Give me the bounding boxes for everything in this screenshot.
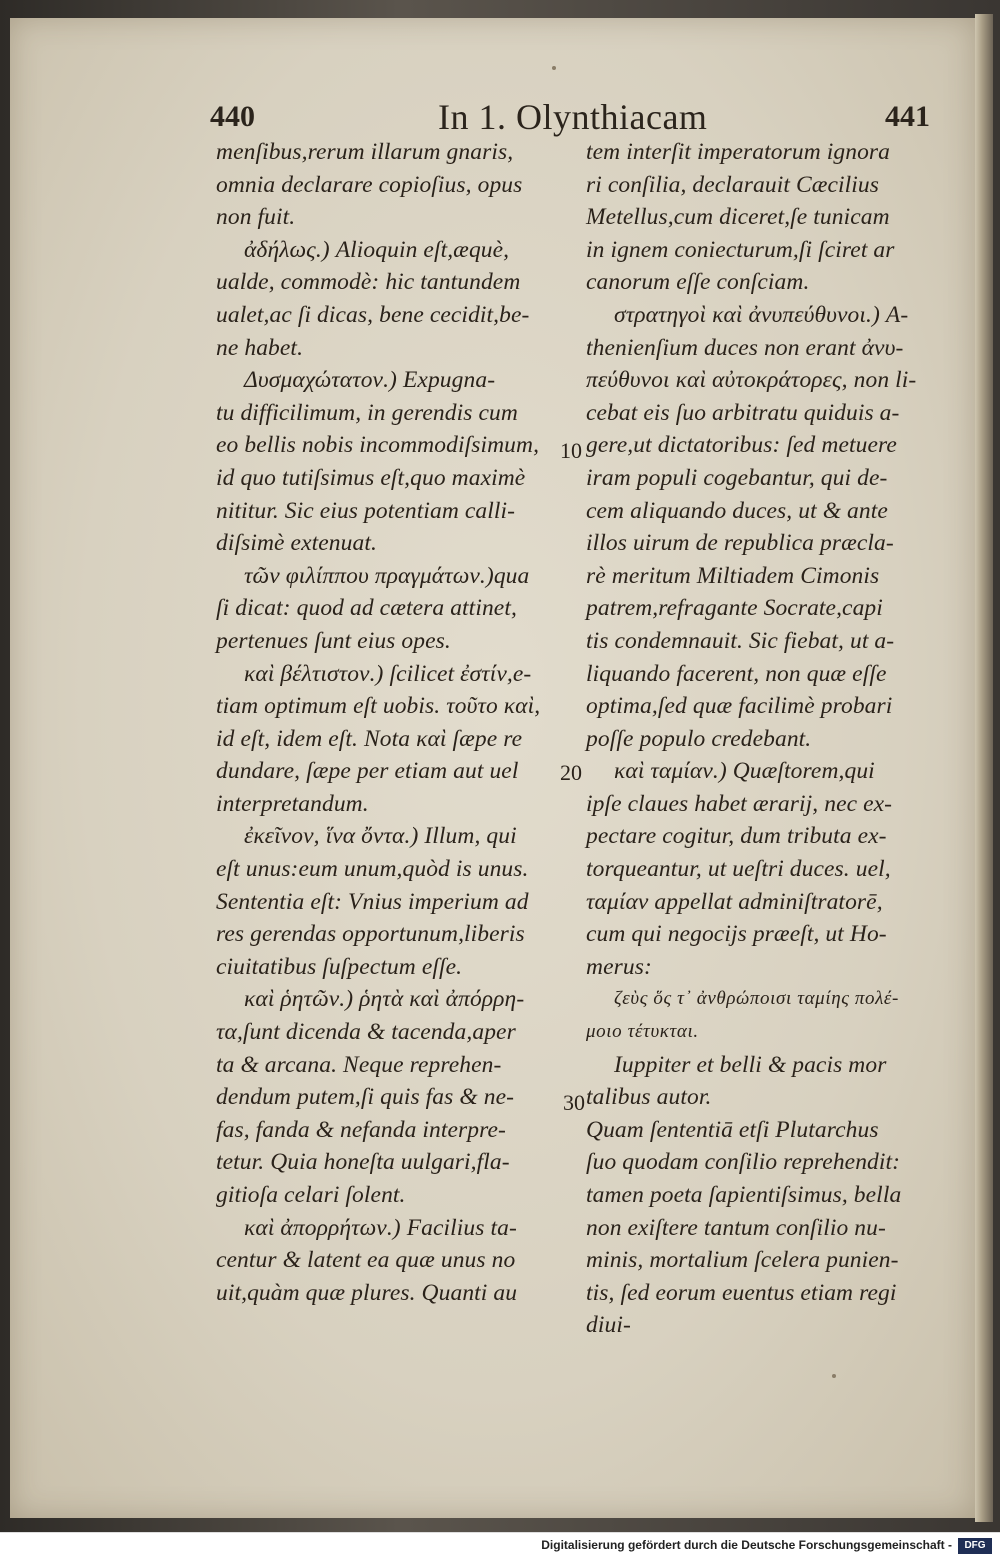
right-column-line: cebat eis ſuo arbitratu quiduis a- xyxy=(586,399,900,426)
left-column-line: tiam optimum eſt uobis. τοῦτο καὶ, xyxy=(216,693,541,720)
right-column-line: Quam ſententiā etſi Plutarchus xyxy=(586,1116,879,1143)
left-column-line: ualde, commodè: hic tantundem xyxy=(216,269,521,296)
right-column-line: gere,ut dictatoribus: ſed metuere xyxy=(586,432,897,459)
line-number-20: 20 xyxy=(560,760,582,785)
left-column-line: ta & arcana. Neque reprehen- xyxy=(216,1051,502,1078)
left-column-line: id quo tutiſsimus eſt,quo maximè xyxy=(216,464,526,491)
right-column-line: non exiſtere tantum conſilio nu- xyxy=(586,1214,886,1241)
right-column-line: στρατηγοὶ καὶ ἀνυπεύθυνοι.) A- xyxy=(614,301,909,328)
right-column-line: καὶ ταμίαν.) Quæſtorem,qui xyxy=(614,758,875,785)
right-column-line: μοιο τέτυκται. xyxy=(586,1021,699,1043)
left-text-column xyxy=(216,136,568,1309)
line-number-30: 30 xyxy=(563,1090,585,1115)
right-column-line: illos uirum de republica præcla- xyxy=(586,530,894,557)
right-column-line: ſuo quodam conſilio reprehendit: xyxy=(586,1149,901,1176)
left-column-line: dendum putem,ſi quis fas & ne- xyxy=(216,1084,515,1111)
right-column-line: ζεὺς ὅς τ᾽ ἀνθρώποισι ταμίης πολέ- xyxy=(614,988,899,1010)
left-column-line: τῶν φιλίππου πραγμάτων.)qua xyxy=(244,562,530,589)
right-column-line: minis, mortalium ſcelera punien- xyxy=(586,1247,899,1274)
right-column-line: Metellus,cum diceret,ſe tunicam xyxy=(586,204,890,231)
right-column-line: liquando facerent, non quæ eſſe xyxy=(586,660,887,687)
left-column-line: nititur. Sic eius potentiam calli- xyxy=(216,497,516,524)
left-column-line: centur & latent ea quæ unus no xyxy=(216,1247,516,1274)
left-column-line: tu difficilimum, in gerendis cum xyxy=(216,399,518,426)
right-column-line: canorum eſſe conſciam. xyxy=(586,269,810,296)
paper-speck xyxy=(552,66,556,70)
folio-number-left: 440 xyxy=(210,100,255,133)
left-column-line: gitioſa celari ſolent. xyxy=(216,1182,406,1208)
right-column-line: poſſe populo credebant. xyxy=(586,725,812,752)
right-column-line: cem aliquando duces, ut & ante xyxy=(586,497,888,524)
digitization-footer xyxy=(0,1532,1000,1559)
right-text-column xyxy=(586,136,936,1342)
left-column-line: Δυσμαχώτατον.) Expugna- xyxy=(244,367,496,394)
right-column-line: tamen poeta ſapientiſsimus, bella xyxy=(586,1182,902,1208)
dfg-logo: DFG xyxy=(958,1538,992,1554)
right-column-line: optima,ſed quæ facilimè probari xyxy=(586,693,893,720)
right-column-line: tem interſit imperatorum ignora xyxy=(586,139,891,165)
left-column-line: id eſt, idem eſt. Nota καὶ ſæpe re xyxy=(216,725,523,752)
right-column-line: thenienſium duces non erant ἀνυ- xyxy=(586,334,904,361)
left-column-line: diſsimè extenuat. xyxy=(216,530,377,557)
left-column-line: καὶ ῥητῶν.) ῥητὰ καὶ ἀπόρρη- xyxy=(244,986,525,1013)
right-column-line: Iuppiter et belli & pacis mor xyxy=(614,1051,887,1078)
right-column-line: in ignem coniecturum,ſi ſciret ar xyxy=(586,236,895,263)
left-column-line: interpretandum. xyxy=(216,790,369,817)
left-column-line: omnia declarare copioſius, opus xyxy=(216,171,523,198)
left-column-line: eo bellis nobis incommodiſsimum, xyxy=(216,432,540,459)
right-column-line: talibus autor. xyxy=(586,1084,712,1111)
left-column-line: dundare, ſæpe per etiam aut uel xyxy=(216,758,519,785)
left-column-line: ἐκεῖνον, ἵνα ὄντα.) Illum, qui xyxy=(244,823,517,850)
right-column-line: pectare cogitur, dum tributa ex- xyxy=(586,823,887,850)
line-number-10: 10 xyxy=(560,438,582,463)
right-column-line: ri conſilia, declarauit Cæcilius xyxy=(586,171,880,198)
left-column-line: καὶ ἀπορρήτων.) Facilius ta- xyxy=(244,1214,517,1241)
right-column-line: diui- xyxy=(586,1312,631,1339)
left-column-line: tetur. Quia honeſta uulgari,fla- xyxy=(216,1149,510,1176)
right-column-line: tis, ſed eorum euentus etiam regi xyxy=(586,1279,897,1306)
left-column-line: eſt unus:eum unum,quòd is unus. xyxy=(216,856,529,883)
left-column-line: τα,ſunt dicenda & tacenda,aper xyxy=(216,1019,516,1046)
folio-number-right: 441 xyxy=(885,100,930,133)
right-column-line: rè meritum Miltiadem Cimonis xyxy=(586,562,880,589)
left-column-line: uit,quàm quæ plures. Quanti au xyxy=(216,1279,518,1306)
right-column-line: patrem,refragante Socrate,capi xyxy=(586,595,883,622)
right-column-line: torqueantur, ut ueſtri duces. uel, xyxy=(586,856,891,883)
left-column-line: ne habet. xyxy=(216,334,304,361)
right-column-line: merus: xyxy=(586,953,652,980)
left-column-line: non fuit. xyxy=(216,204,296,231)
left-column-line: ἀδήλως.) Alioquin eſt,æquè, xyxy=(244,236,510,263)
right-column-line: tis condemnauit. Sic fiebat, ut a- xyxy=(586,627,895,654)
left-column-line: pertenues ſunt eius opes. xyxy=(216,627,451,654)
left-column-line: ciuitatibus ſuſpectum eſſe. xyxy=(216,953,463,980)
left-column-line: ſi dicat: quod ad cætera attinet, xyxy=(216,595,517,622)
right-column-line: ταμίαν appellat adminiſtratorē, xyxy=(586,888,883,915)
right-column-line: cum qui negocijs præeſt, ut Ho- xyxy=(586,921,887,948)
left-column-line: fas, fanda & nefanda interpre- xyxy=(216,1116,506,1143)
left-column-line: res gerendas opportunum,liberis xyxy=(216,921,525,948)
running-head: In 1. Olynthiacam xyxy=(438,97,708,137)
left-column-line: καὶ βέλτιστον.) ſcilicet ἐστίν,e- xyxy=(244,660,532,687)
page-edge xyxy=(975,14,993,1522)
left-column-line: Sententia eſt: Vnius imperium ad xyxy=(216,888,529,915)
left-column-line: ualet,ac ſi dicas, bene cecidit,be- xyxy=(216,301,530,328)
right-column-line: iram populi cogebantur, qui de- xyxy=(586,464,888,491)
right-column-line: πεύθυνοι καὶ αὐτοκράτορες, non li- xyxy=(586,367,917,394)
right-column-line: ipſe claues habet ærarij, nec ex- xyxy=(586,790,893,817)
funding-credit: Digitalisierung gefördert durch die Deutsche Forschungsgemeinschaft - xyxy=(541,1538,952,1552)
paper-speck xyxy=(832,1374,836,1378)
left-column-line: menſibus,rerum illarum gnaris, xyxy=(216,139,514,165)
